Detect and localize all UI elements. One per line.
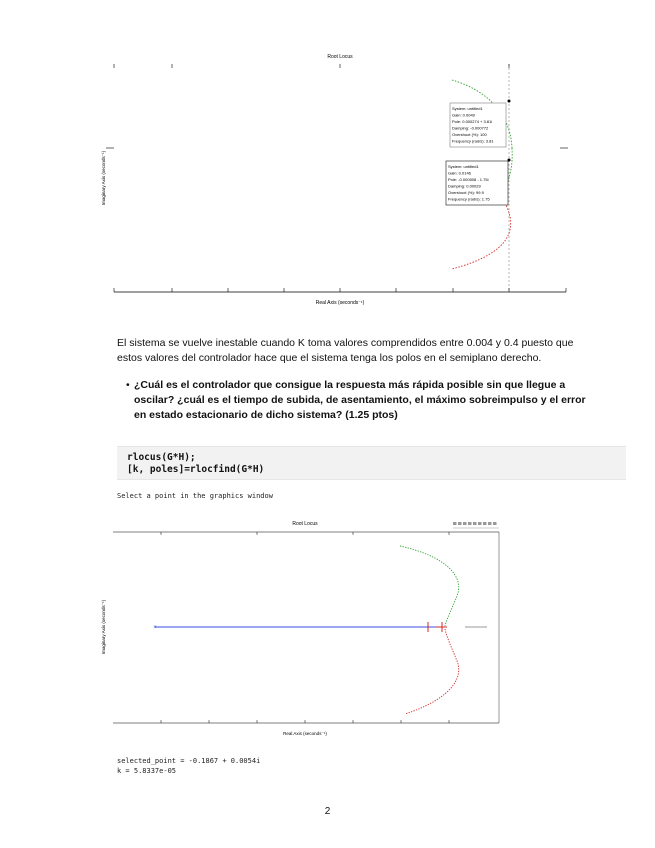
select-point-message: Select a point in the graphics window [117,492,273,500]
figure2-ylabel: Imaginary Axis (seconds⁻¹) [101,599,106,655]
figure1-datatip-upper-line: System: untitled1 [452,106,483,111]
code-line: [k, poles]=rlocfind(G*H) [127,464,265,475]
figure1-datatip-upper [450,103,506,147]
figure1-datatip-upper-line: Damping: -0.000772 [452,125,489,131]
selected-point-output: selected_point = -0.1867 + 0.0054i [117,757,261,765]
figure1-datatip-upper-line: Overshoot (%): 100 [452,132,487,137]
figure2-lower-branch [405,629,459,714]
figure1-datatip-lower-line: Frequency (rad/s): 1.75 [448,196,490,202]
figure1-ylabel: Imaginary Axis (seconds⁻¹) [101,150,106,206]
figure1-datatip-upper-line: Frequency (rad/s): 3.81 [452,138,494,144]
figure1-datatip-lower [446,161,508,205]
figure1-datatip-lower-line: Gain: 0.0146 [448,170,471,176]
figure1-datatip-marker-upper [508,100,511,103]
figure2-toolbar[interactable] [453,522,499,528]
figure1-datatip-lower-line: Overshoot (%): 99.9 [448,190,484,195]
page-number: 2 [324,806,331,817]
code-block [117,446,626,480]
root-locus-figure-2 [95,516,510,744]
figure1-datatip-lower-line: Damping: 0.00029 [448,183,481,189]
bullet-marker: • [126,379,130,391]
code-line: rlocus(G*H); [127,452,196,463]
figure1-datatip-upper-line: Pole: 0.000274 + 3.81i [452,119,493,124]
figure2-upper-branch [400,546,459,626]
root-locus-figure-1 [100,48,580,310]
figure1-title: Root Locus [327,54,353,60]
figure1-datatip-lower-line: Pole: -0.000508 - 1.75i [448,177,489,182]
figure1-lower-branch [452,203,511,269]
figure2-title: Root Locus [292,521,318,527]
figure1-xlabel: Real Axis (seconds⁻¹) [315,300,365,306]
figure2-start-marker: × [153,625,157,631]
figure1-datatip-lower-line: System: untitled1 [448,164,479,169]
paragraph: El sistema se vuelve inestable cuando K toma valores comprendidos entre 0.004 y 0.4 puesto que estos valores del controlador hace que el sistema tenga los polos en el semiplano derecho. [117,337,574,364]
figure2-xlabel: Real Axis (seconds⁻¹) [283,731,327,736]
figure1-datatip-upper-line: Gain: 0.0049 [452,112,475,118]
question-bullet [126,378,594,423]
question-text: ¿Cuál es el controlador que consigue la respuesta más rápida posible sin que llegue a oscilar? ¿cuál es el tiempo de subida, de asentamiento, el máximo sobreimpulso y el error en estado estacionario de dicho sistema? (1.25 ptos) [134,379,586,421]
k-value-output: k = 5.8337e-05 [117,767,177,775]
